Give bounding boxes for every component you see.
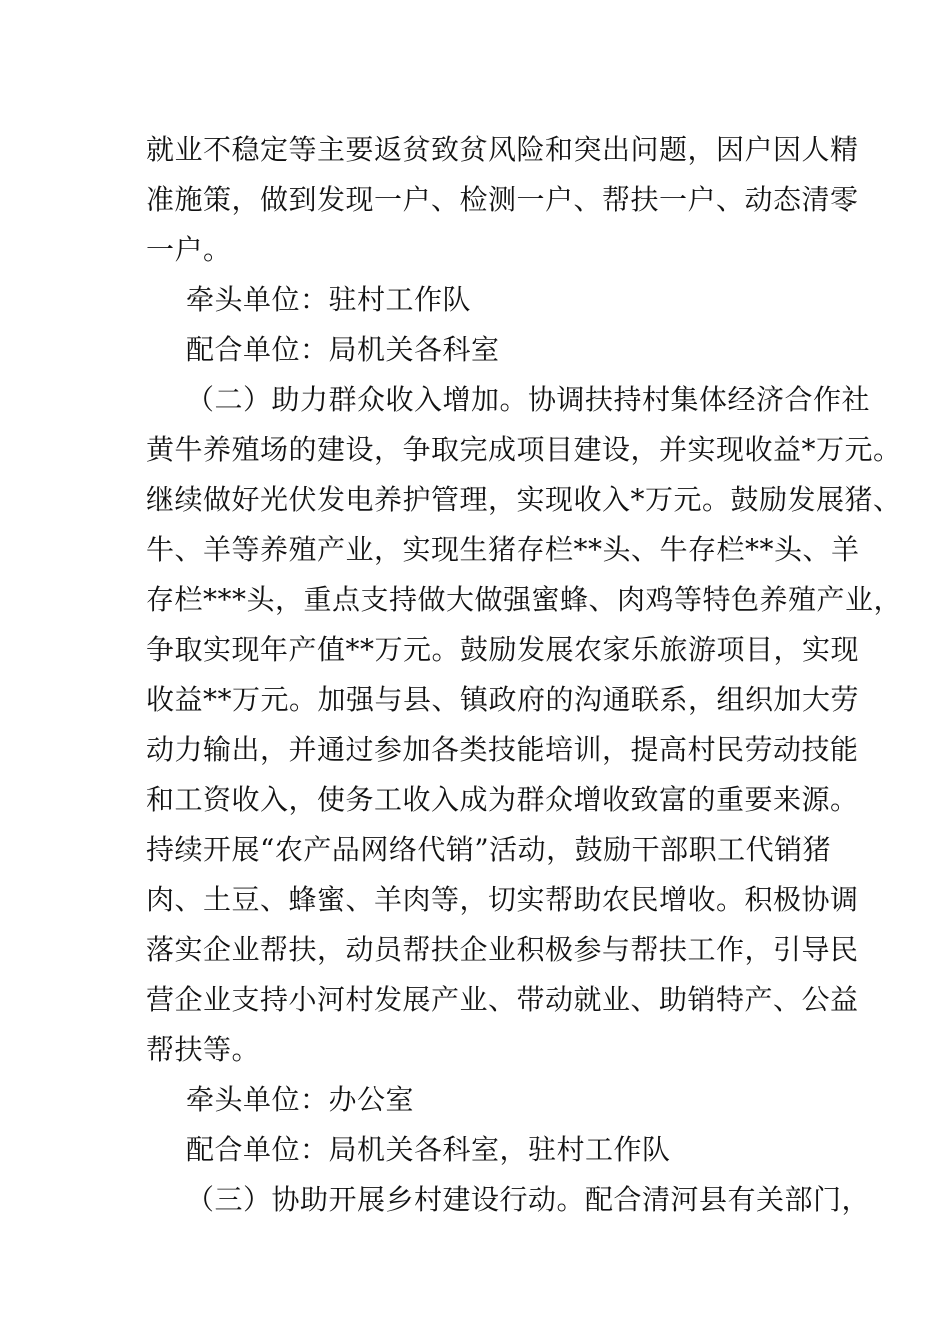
paragraph-line: 争取实现年产值**万元。鼓励发展农家乐旅游项目，实现	[146, 633, 860, 666]
lead-unit-line: 牵头单位：驻村工作队	[186, 283, 472, 316]
paragraph-line: 存栏***头，重点支持做大做强蜜蜂、肉鸡等特色养殖产业，	[146, 583, 903, 616]
cooperating-unit-line: 配合单位：局机关各科室	[186, 333, 500, 366]
paragraph-line: 牛、羊等养殖产业，实现生猪存栏**头、牛存栏**头、羊	[146, 533, 860, 566]
paragraph-line: 动力输出，并通过参加各类技能培训，提高村民劳动技能	[146, 733, 859, 766]
paragraph-line: 营企业支持小河村发展产业、带动就业、助销特产、公益	[146, 983, 859, 1016]
paragraph-line: 帮扶等。	[146, 1033, 261, 1066]
paragraph-line: 一户。	[146, 233, 232, 266]
paragraph-line: 就业不稳定等主要返贫致贫风险和突出问题，因户因人精	[146, 133, 859, 166]
paragraph-line: 和工资收入，使务工收入成为群众增收致富的重要来源。	[146, 783, 859, 816]
cooperating-unit-line: 配合单位：局机关各科室，驻村工作队	[186, 1133, 671, 1166]
section-heading-line: （三）协助开展乡村建设行动。配合清河县有关部门，	[186, 1183, 871, 1216]
paragraph-line: 准施策，做到发现一户、检测一户、帮扶一户、动态清零	[146, 183, 859, 216]
section-heading-line: （二）助力群众收入增加。协调扶持村集体经济合作社	[186, 383, 871, 416]
paragraph-line: 肉、土豆、蜂蜜、羊肉等，切实帮助农民增收。积极协调	[146, 883, 859, 916]
paragraph-line: 收益**万元。加强与县、镇政府的沟通联系，组织加大劳	[146, 683, 860, 716]
paragraph-line: 黄牛养殖场的建设，争取完成项目建设，并实现收益*万元。	[146, 433, 902, 466]
lead-unit-line: 牵头单位：办公室	[186, 1083, 415, 1116]
paragraph-line: 继续做好光伏发电养护管理，实现收入*万元。鼓励发展猪、	[146, 483, 902, 516]
paragraph-line: 持续开展“农产品网络代销”活动，鼓励干部职工代销猪	[146, 833, 832, 866]
paragraph-line: 落实企业帮扶，动员帮扶企业积极参与帮扶工作，引导民	[146, 933, 859, 966]
